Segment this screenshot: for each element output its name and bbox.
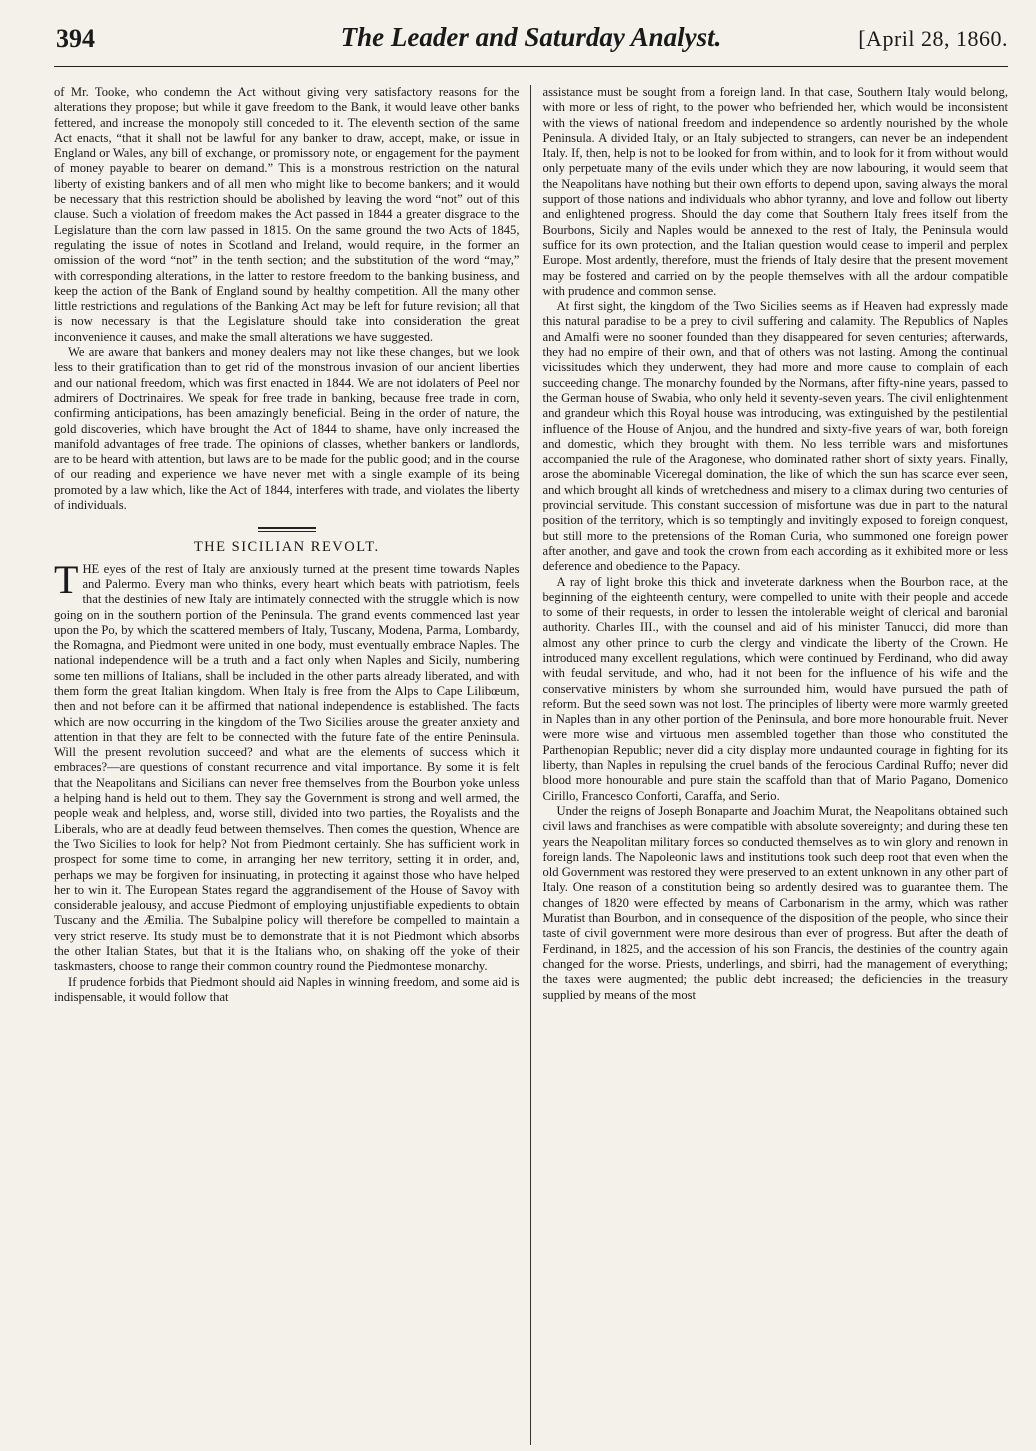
- issue-date: [April 28, 1860.: [858, 26, 1008, 51]
- tooke-paragraph: of Mr. Tooke, who condemn the Act without giving very satisfactory reasons for the alterations they propose; but while it gave freedom to the Bank, it would leave other banks fettered, and increase the monopoly still conceded to it. The eleventh section of the same Act enacts, “that it shall not be lawful for any banker to draw, accept, make, or issue in England or Wales, any bill of exchange, or promissory note, or engagement for the payment of money payable to bearer on demand.” This is a monstrous restriction on the natural liberty of existing bankers and of all men who might like to become bankers; and it would be necessary that this restriction should be abolished by leaving the word “not” out of this clause. Such a violation of freedom makes the Act passed in 1844 a greater disgrace to the Legislature than the corn law passed in 1815. On the same ground the two Acts of 1845, regulating the issue of notes in Scotland and Ireland, would require, in the former an omission of the word “not” in the tenth section; and the substitution of the word “may,” with corresponding alterations, in the latter to restore freedom to the banking business, and keep the action of the Bank of England sound by healthy competition. All the many other little restrictions and regulations of the Banking Act may be left for future revision; all that is now necessary is that the Legislature should take into consideration the great inconvenience it causes, and make the small alterations we have suggested.: [54, 85, 520, 344]
- right-paragraph-4: Under the reigns of Joseph Bonaparte and Joachim Murat, the Neapolitans obtained such civil laws and franchises as were compatible with absolute sovereignty; and during these ten years the Neapolitan military forces so conducted themselves as to win glory and renown in foreign lands. The Napoleonic laws and institutions took such deep root that even when the old Government was restored they were preserved to an extent unknown in any other part of Italy. One reason of a constitution being so ardently desired was to guarantee them. The changes of 1820 were effected by means of Carbonarism in the army, which was rather Muratist than Bourbon, and in consequence of the disposition of the people, who since their taste of civil government were more desirous than ever of progress. But after the death of Ferdinand, in 1825, and the accession of his son Francis, the destinies of the country again changed for the worse. Priests, underlings, and sbirri, had the management of everything; the taxes were augmented; the public debt increased; the deficiencies in the treasury supplied by means of the most: [542, 803, 1008, 1002]
- right-paragraph-2: At first sight, the kingdom of the Two Sicilies seems as if Heaven had expressly made this natural paradise to be a prey to civil suffering and calamity. The Republics of Naples and Amalfi were no sooner founded than they disappeared for seven centuries; afterwards, they had no empire of their own, and that of others was not lasting. Among the continual vicissitudes which they underwent, they had more and more cause to complain of each succeeding change. The monarchy founded by the Normans, after fifty-nine years, passed to the German house of Swabia, who only held it seventy-seven years. The civil enlightenment and grandeur which this Royal house was introducing, was extinguished by the pestilential influence of the House of Anjou, and the hundred and sixty-five years of war, both foreign and domestic, which they brought with them. No less terrible wars and misfortunes accompanied the rule of the Aragonese, who dominated rather short of sixty years. Finally, arose the abominable Viceregal domination, the like of which the sun has scarce ever seen, and which brought all kinds of wretchedness and misery to a climax during two centuries of provincial servitude. This constant succession of misfortune was due in part to the natural position of the territory, which is so temptingly and invitingly exposed to foreign conquest, but still more to the pretensions of the Roman Curia, who summoned one foreign power after another, and gave and took the crown from each according as it exhibited more or less deference and obedience to the Papacy.: [542, 299, 1008, 574]
- sicilian-paragraph-2: If prudence forbids that Piedmont should aid Naples in winning freedom, and some aid is indispensable, it would follow that: [54, 974, 520, 1004]
- right-paragraph-3: A ray of light broke this thick and inveterate darkness when the Bourbon race, at the beginning of the eighteenth century, were compelled to unite with their people and accede to some of their requests, in order to lessen the intolerable weight of clerical and baronial authority. Charles III., with the counsel and aid of his minister Tanucci, did more than almost any other prince to curb the clergy and vindicate the liberty of the Crown. He introduced many excellent regulations, which were continued by Ferdinand, who did away with feudal servitude, and who, had it not been for the influence of his wife and the conservative ministers by whom she surrounded him, would have pursued the path of reform. But the seed sown was not lost. The principles of liberty were more warmly greeted in Naples than in any other portion of the Peninsula, and bore more honourable fruit. Never were more wise and virtuous men assembled together than those who constituted the Parthenopian Republic; never did a city display more undaunted courage in fighting for its liberty, than Naples in repulsing the cruel bands of the ferocious Cardinal Ruffo; never did blood more honourable and pure stain the scaffold than that of Mario Pagano, Domenico Cirillo, Francesco Conforti, Caraffa, and Serio.: [542, 574, 1008, 803]
- bankers-paragraph: We are aware that bankers and money dealers may not like these changes, but we look less to their gratification than to get rid of the monstrous invasion of our ancient liberties and our national freedom, which was first enacted in 1844. We are not idolaters of Peel nor admirers of Doctrinaires. We speak for free trade in banking, because free trade in corn, confirming anticipations, has been amazingly beneficial. Being in the order of nature, the gold discoveries, which have brought the Act of 1844 to shame, have only increased the manifold advantages of free trade. The opinions of classes, whether bankers or landlords, are to be heard with attention, but laws are to be made for the public good; and in the course of our reading and experience we have never met with a single example of its being promoted by a law which, like the Act of 1844, interferes with trade, and violates the liberty of individuals.: [54, 345, 520, 513]
- page-header: [54, 18, 1008, 67]
- article-columns: [54, 85, 1008, 1445]
- running-title: The Leader and Saturday Analyst.: [340, 22, 722, 52]
- sicilian-paragraph-1: [54, 556, 520, 975]
- right-column: [531, 85, 1009, 1445]
- page-number: 394: [56, 24, 95, 53]
- drop-cap: T: [54, 556, 79, 602]
- section-rule: [258, 527, 316, 532]
- left-column: [54, 85, 530, 1445]
- right-paragraph-1: assistance must be sought from a foreign land. In that case, Southern Italy would belong, with more or less of right, to the power who befriended her, which would be inconsistent with the views of national freedom and independence so ardently nourished by the whole Peninsula. A divided Italy, or an Italy subjected to strangers, can never be an independent Italy. If, then, help is not to be looked for from within, and to look for it from without would only perpetuate many of the evils under which they are now labouring, it would seem that the Neapolitans have nothing but their own efforts to depend upon, saving always the moral support of those nations and individuals who abhor tyranny, and love and follow out liberty and enlightened progress. Should the day come that Southern Italy frees itself from the Bourbons, Sicily and Naples would be annexed to the rest of Italy, the Peninsula would suffice for its own protection, and the Italian question would cease to imperil and perplex Europe. Most ardently, therefore, must the friends of Italy desire that the present movement may be fostered and carried on by the people themselves with all the ardour compatible with prudence and common sense.: [542, 85, 1008, 298]
- sicilian-paragraph-1-text: HE eyes of the rest of Italy are anxiously turned at the present time towards Naples and Palermo. Every man who thinks, every heart which beats with patriotism, feels that the destinies of new Italy are intimately connected with the struggle which is now going on in the southern portion of the Peninsula. The grand events commenced last year upon the Po, by which the scattered members of Italy, Tuscany, Modena, Parma, Lombardy, the Romagna, and Piedmont were united in one body, must eventually embrace Naples. The national independence will be a truth and a fact only when Naples and Sicily, numbering some ten millions of Italians, shall be included in the other parts already liberated, and with them form the great Italian kingdom. When Italy is free from the Alps to Cape Lilibœum, then and not before can it be affirmed that national independence is established. The facts which are now occurring in the kingdom of the Two Sicilies arouse the greater anxiety and attention in that they are felt to be connected with the future fate of the entire Peninsula. Will the present revolution succeed? and what are the elements of success which it embraces?—are questions of constant recurrence and vital importance. By some it is felt that the Neapolitans and Sicilians can never free themselves from the Bourbon yoke unless a helping hand is held out to them. They say the Government is strong and well armed, the people weak and helpless, and, worse still, divided into two parties, the Royalists and the Liberals, who are at deadly feud between themselves. Then comes the question, Whence are the Two Sicilies to look for help? Not from Piedmont certainly. She has sufficient work in prospect for some time to come, in arranging her new territory, setting it in order, and, perhaps we may be forgiven for insinuating, in protecting it against those who have helped her to win it. The European States regard the aggrandisement of the House of Savoy with considerable jealousy, and accuse Piedmont of employing unjustifiable expedients to obtain Tuscany and the Æmilia. The Subalpine policy will therefore be compelled to maintain a very strict reserve. Its study must be to demonstrate that it is not Piedmont which absorbs the other Italian States, but that it is the Italians who, on shaking off the yoke of their taskmasters, choose to range their common country round the Piedmontese monarchy.: [54, 561, 520, 974]
- section-heading: THE SICILIAN REVOLT.: [193, 539, 380, 556]
